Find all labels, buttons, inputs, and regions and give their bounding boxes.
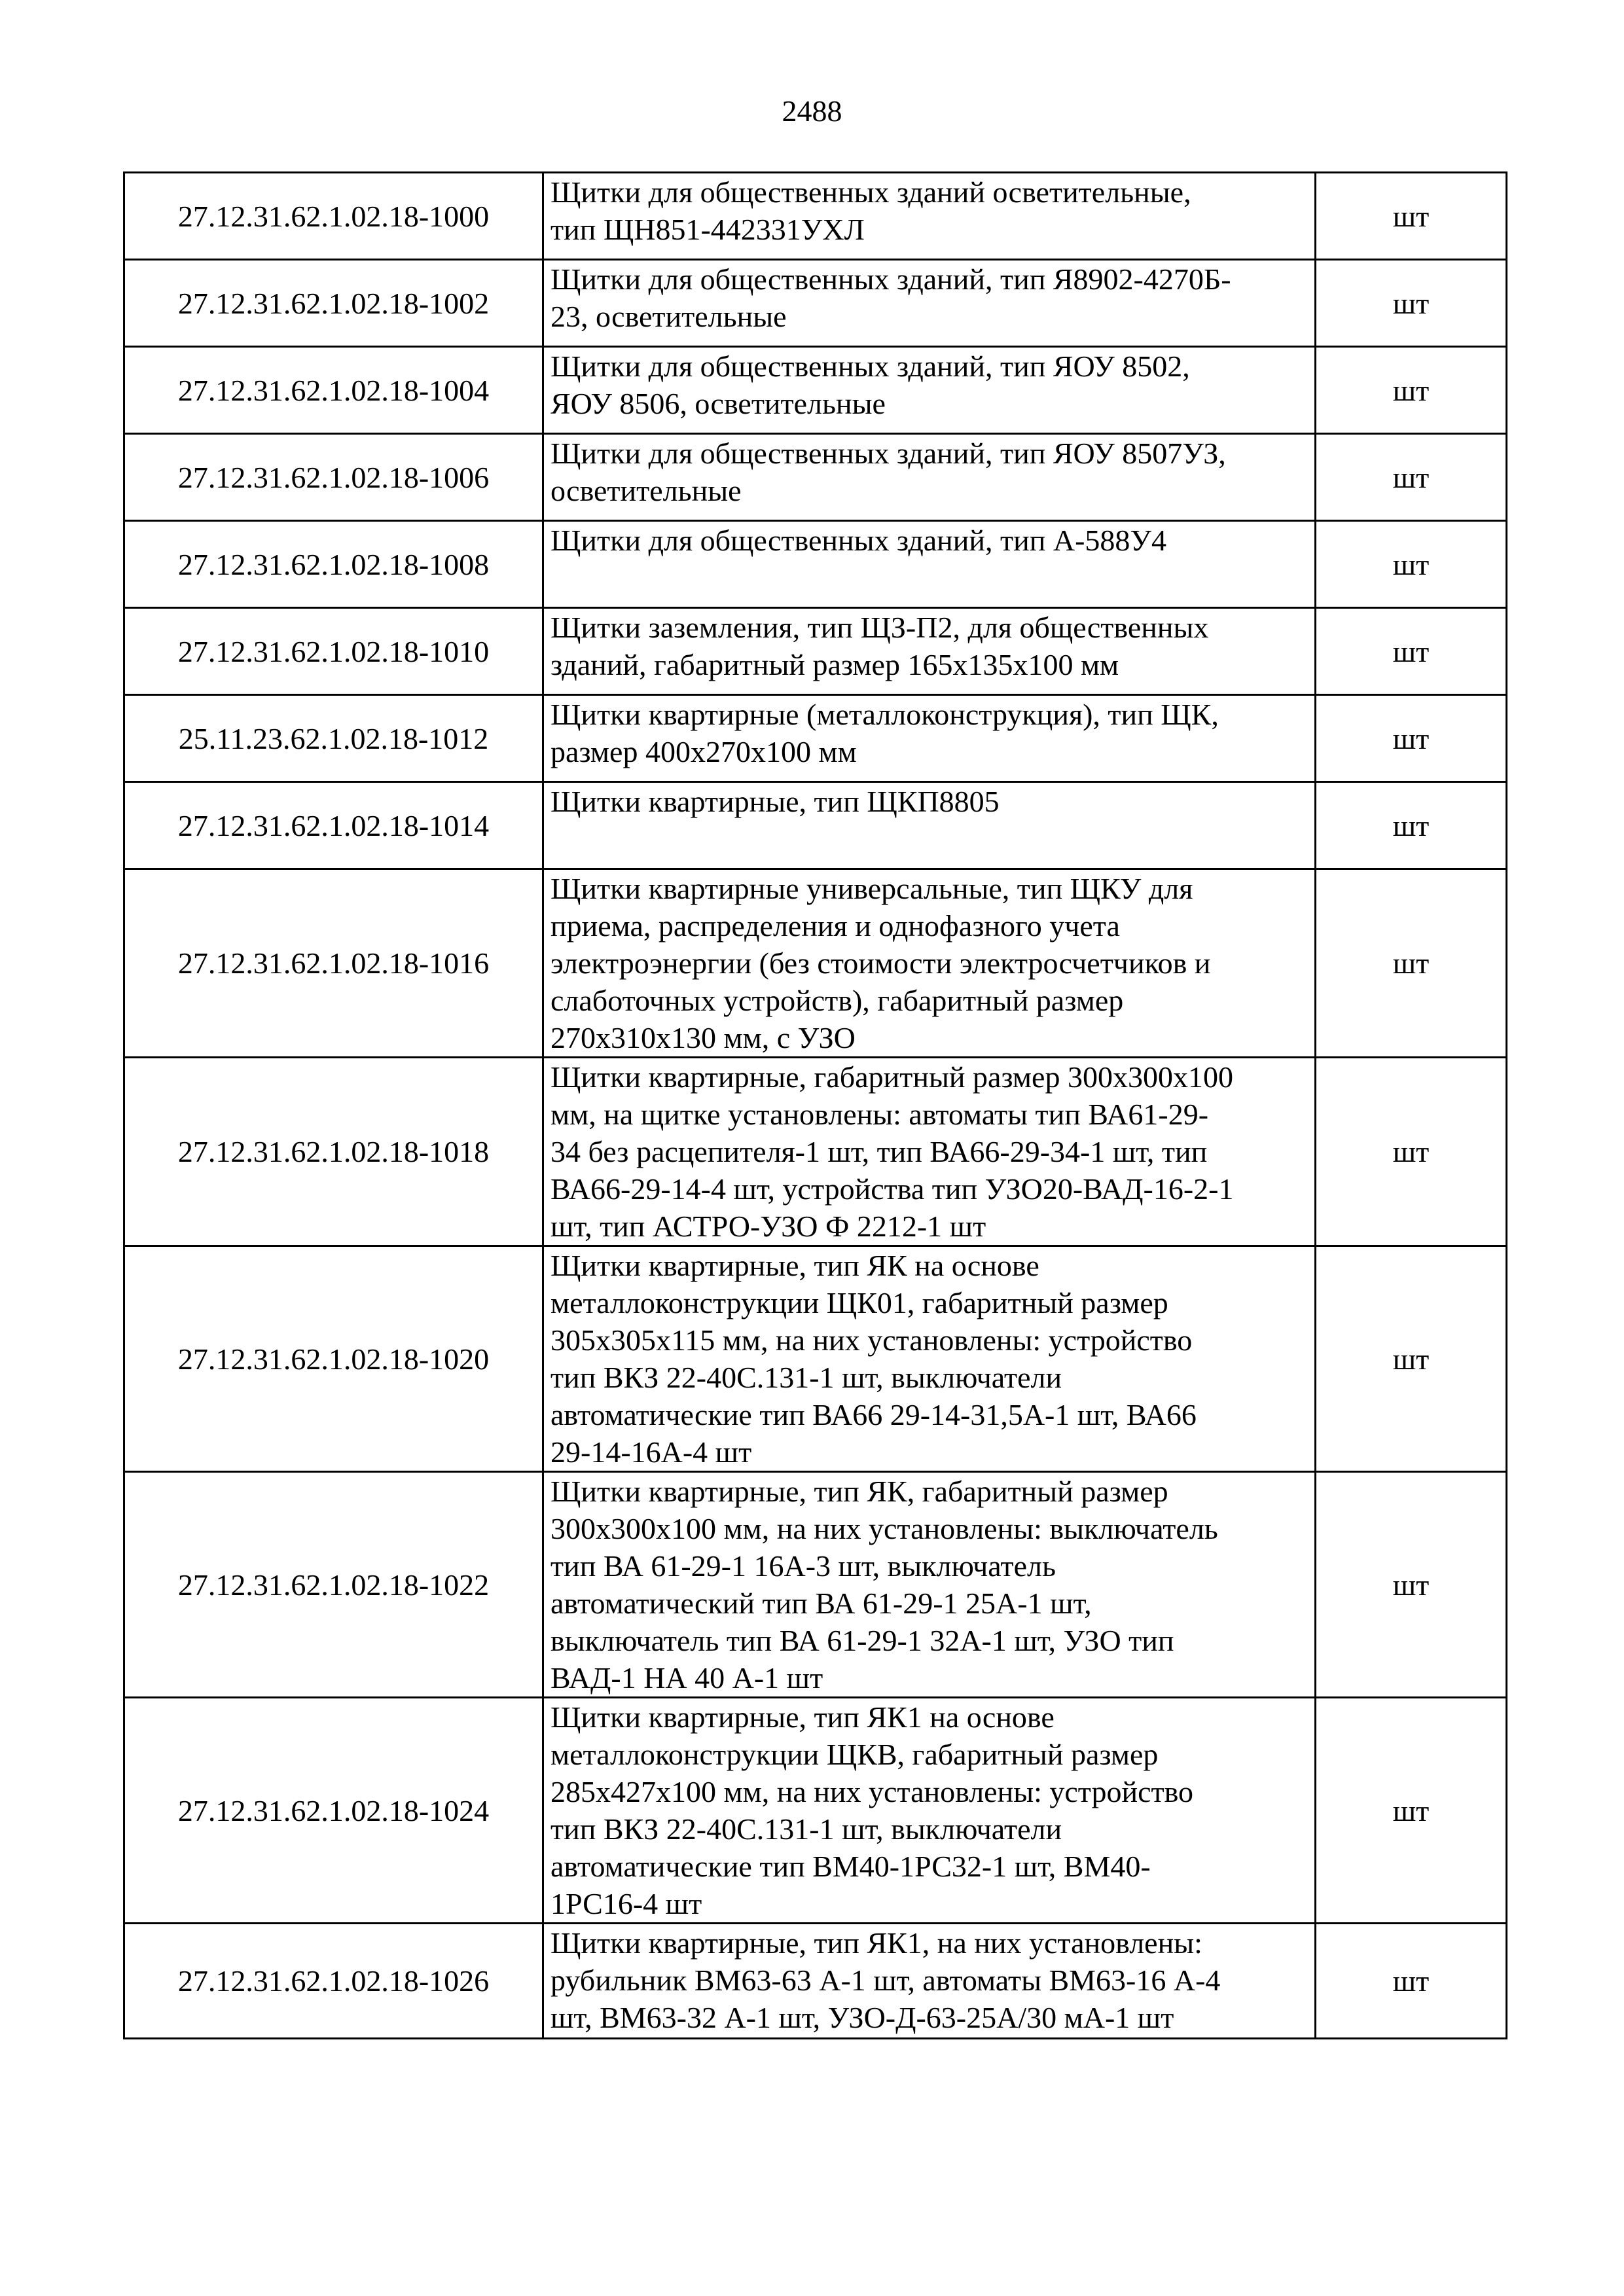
description-line: 305x305x115 мм, на них установлены: устройство bbox=[550, 1323, 1193, 1357]
row-description bbox=[543, 1058, 1316, 1246]
row-unit: шт bbox=[1316, 173, 1507, 260]
description-line: Щитки квартирные, тип ЯК1 на основе bbox=[550, 1700, 1055, 1734]
description-line: автоматический тип ВА 61-29-1 25А-1 шт, bbox=[550, 1587, 1092, 1620]
row-code: 27.12.31.62.1.02.18-1018 bbox=[124, 1058, 543, 1246]
row-unit: шт bbox=[1316, 1246, 1507, 1472]
resource-table bbox=[123, 171, 1507, 2039]
description-line: приема, распределения и однофазного учета bbox=[550, 909, 1120, 942]
description-line: Щитки квартирные, габаритный размер 300x300x100 bbox=[550, 1060, 1233, 1094]
row-unit: шт bbox=[1316, 782, 1507, 869]
description-line: Щитки квартирные, тип ЯК, габаритный размер bbox=[550, 1475, 1168, 1508]
description-line: слаботочных устройств), габаритный размер bbox=[550, 984, 1124, 1017]
row-unit: шт bbox=[1316, 521, 1507, 608]
description-line: Щитки квартирные, тип ЯК на основе bbox=[550, 1249, 1039, 1282]
description-line: осветительные bbox=[550, 474, 742, 507]
description-line: 34 без расцепителя-1 шт, тип ВА66-29-34-1 шт, тип bbox=[550, 1135, 1208, 1168]
row-code: 27.12.31.62.1.02.18-1004 bbox=[124, 347, 543, 434]
table-row bbox=[124, 1924, 1507, 2039]
description-line: 285x427x100 мм, на них установлены: устройство bbox=[550, 1775, 1194, 1808]
row-code: 27.12.31.62.1.02.18-1006 bbox=[124, 434, 543, 521]
description-line: ВА66-29-14-4 шт, устройства тип УЗО20-ВАД-16-2-1 bbox=[550, 1172, 1234, 1206]
description-line: Щитки для общественных зданий, тип ЯОУ 8507УЗ, bbox=[550, 437, 1226, 470]
description-line: размер 400x270x100 мм bbox=[550, 735, 857, 768]
description-line: тип ЩН851-442331УХЛ bbox=[550, 213, 865, 246]
row-code: 25.11.23.62.1.02.18-1012 bbox=[124, 695, 543, 782]
row-unit: шт bbox=[1316, 260, 1507, 347]
description-line: Щитки квартирные, тип ЯК1, на них установлены: bbox=[550, 1926, 1202, 1960]
description-line: металлоконструкции ЩК01, габаритный размер bbox=[550, 1286, 1168, 1319]
row-description bbox=[543, 434, 1316, 521]
row-code: 27.12.31.62.1.02.18-1010 bbox=[124, 608, 543, 695]
description-line: Щитки для общественных зданий, тип Я8902-4270Б- bbox=[550, 262, 1231, 296]
description-line: зданий, габаритный размер 165x135x100 мм bbox=[550, 648, 1119, 681]
row-description bbox=[543, 1246, 1316, 1472]
description-line: тип ВА 61-29-1 16А-3 шт, выключатель bbox=[550, 1549, 1056, 1583]
description-line: тип ВКЗ 22-40С.131-1 шт, выключатели bbox=[550, 1361, 1062, 1394]
row-code: 27.12.31.62.1.02.18-1002 bbox=[124, 260, 543, 347]
description-line: Щитки квартирные (металлоконструкция), тип ЩК, bbox=[550, 698, 1219, 731]
row-description bbox=[543, 347, 1316, 434]
page-number: 2488 bbox=[782, 94, 842, 128]
description-line: тип ВКЗ 22-40С.131-1 шт, выключатели bbox=[550, 1812, 1062, 1846]
row-code: 27.12.31.62.1.02.18-1014 bbox=[124, 782, 543, 869]
table-row bbox=[124, 347, 1507, 434]
row-description bbox=[543, 1472, 1316, 1698]
row-description bbox=[543, 521, 1316, 608]
description-line: 1РС16-4 шт bbox=[550, 1887, 702, 1920]
row-unit: шт bbox=[1316, 434, 1507, 521]
description-line: 300x300x100 мм, на них установлены: выключатель bbox=[550, 1512, 1218, 1545]
description-line: Щитки квартирные, тип ЩКП8805 bbox=[550, 785, 1000, 818]
row-code: 27.12.31.62.1.02.18-1024 bbox=[124, 1698, 543, 1924]
table-row bbox=[124, 869, 1507, 1058]
description-line: Щитки для общественных зданий осветительные, bbox=[550, 175, 1191, 209]
description-line: шт, тип АСТРО-УЗО Ф 2212-1 шт bbox=[550, 1210, 986, 1243]
row-unit: шт bbox=[1316, 1472, 1507, 1698]
row-unit: шт bbox=[1316, 608, 1507, 695]
description-line: мм, на щитке установлены: автоматы тип ВА61-29- bbox=[550, 1098, 1209, 1131]
table-row bbox=[124, 1472, 1507, 1698]
description-line: автоматические тип ВМ40-1РС32-1 шт, ВМ40- bbox=[550, 1850, 1151, 1883]
row-code: 27.12.31.62.1.02.18-1022 bbox=[124, 1472, 543, 1698]
row-unit: шт bbox=[1316, 869, 1507, 1058]
table-row bbox=[124, 1698, 1507, 1924]
table-row bbox=[124, 608, 1507, 695]
row-description bbox=[543, 1924, 1316, 2039]
table-row bbox=[124, 782, 1507, 869]
description-line: Щитки для общественных зданий, тип А-588У4 bbox=[550, 524, 1166, 557]
table-row bbox=[124, 260, 1507, 347]
description-line: автоматические тип ВА66 29-14-31,5А-1 шт, ВА66 bbox=[550, 1398, 1197, 1431]
description-line: ВАД-1 НА 40 А-1 шт bbox=[550, 1661, 823, 1695]
table-row bbox=[124, 695, 1507, 782]
row-description bbox=[543, 1698, 1316, 1924]
table-row bbox=[124, 1246, 1507, 1472]
row-code: 27.12.31.62.1.02.18-1008 bbox=[124, 521, 543, 608]
row-code: 27.12.31.62.1.02.18-1000 bbox=[124, 173, 543, 260]
description-line: 270x310x130 мм, с УЗО bbox=[550, 1021, 856, 1054]
row-description bbox=[543, 173, 1316, 260]
description-line: ЯОУ 8506, осветительные bbox=[550, 387, 886, 420]
row-unit: шт bbox=[1316, 1924, 1507, 2039]
table-row bbox=[124, 1058, 1507, 1246]
description-line: шт, ВМ63-32 А-1 шт, УЗО-Д-63-25А/30 мА-1 шт bbox=[550, 2001, 1174, 2034]
row-description bbox=[543, 260, 1316, 347]
description-line: Щитки заземления, тип ЩЗ-П2, для общественных bbox=[550, 611, 1209, 644]
description-line: 23, осветительные bbox=[550, 300, 787, 333]
description-line: металлоконструкции ЩКВ, габаритный размер bbox=[550, 1738, 1159, 1771]
row-code: 27.12.31.62.1.02.18-1026 bbox=[124, 1924, 543, 2039]
description-line: электроэнергии (без стоимости электросчетчиков и bbox=[550, 946, 1211, 980]
table-row bbox=[124, 521, 1507, 608]
description-line: 29-14-16А-4 шт bbox=[550, 1435, 752, 1469]
row-unit: шт bbox=[1316, 695, 1507, 782]
row-description bbox=[543, 869, 1316, 1058]
row-unit: шт bbox=[1316, 1698, 1507, 1924]
row-code: 27.12.31.62.1.02.18-1016 bbox=[124, 869, 543, 1058]
row-unit: шт bbox=[1316, 1058, 1507, 1246]
table-row bbox=[124, 434, 1507, 521]
table-row bbox=[124, 173, 1507, 260]
description-line: Щитки квартирные универсальные, тип ЩКУ для bbox=[550, 872, 1193, 905]
description-line: выключатель тип ВА 61-29-1 32А-1 шт, УЗО тип bbox=[550, 1624, 1174, 1657]
row-code: 27.12.31.62.1.02.18-1020 bbox=[124, 1246, 543, 1472]
row-description bbox=[543, 782, 1316, 869]
description-line: рубильник ВМ63-63 А-1 шт, автоматы ВМ63-16 А-4 bbox=[550, 1964, 1221, 1997]
row-description bbox=[543, 608, 1316, 695]
description-line: Щитки для общественных зданий, тип ЯОУ 8502, bbox=[550, 350, 1190, 383]
row-description bbox=[543, 695, 1316, 782]
row-unit: шт bbox=[1316, 347, 1507, 434]
